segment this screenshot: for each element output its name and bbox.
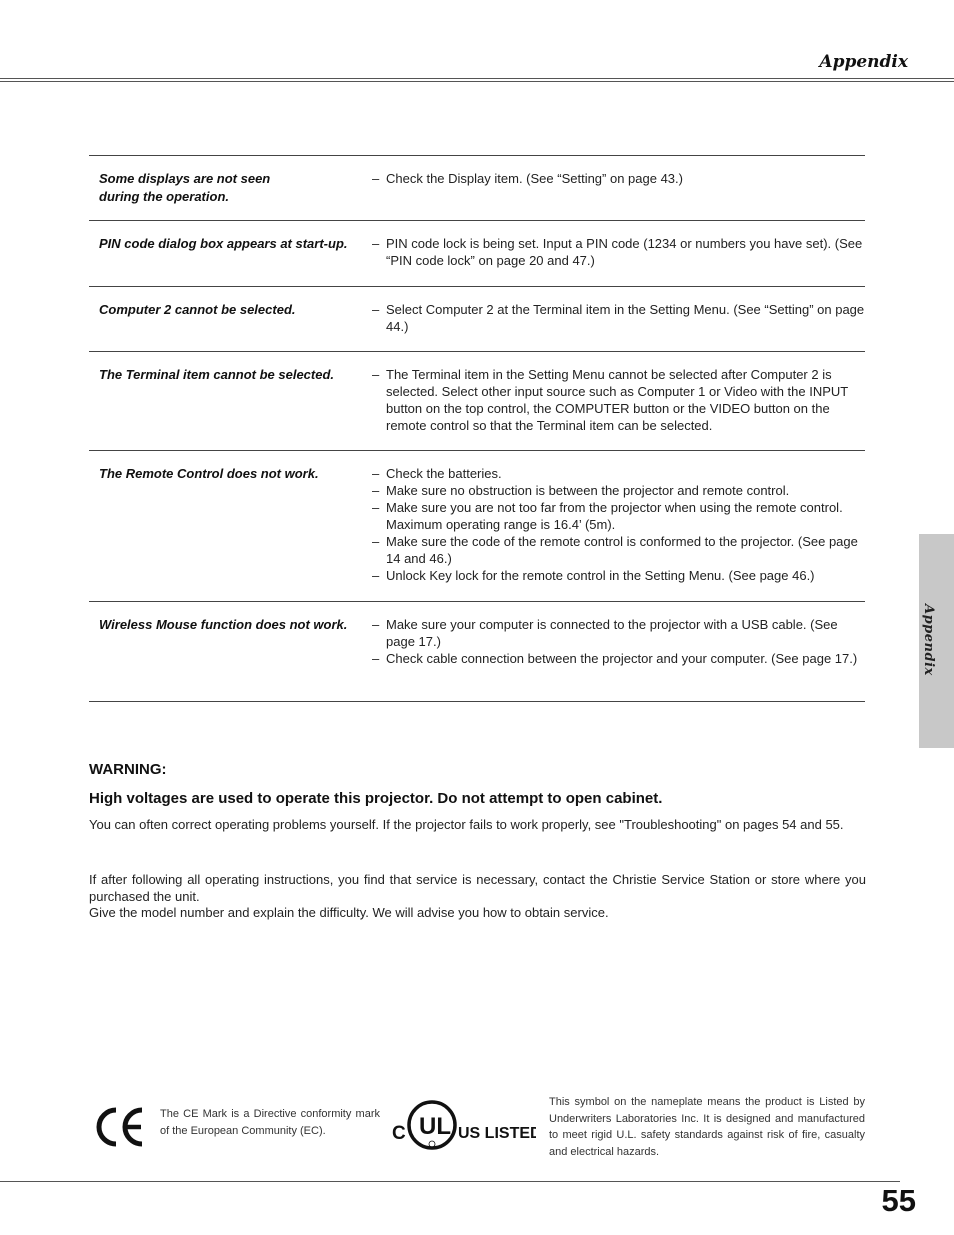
table-row bbox=[89, 155, 865, 220]
remedy-item: – The Terminal item in the Setting Menu cannot be selected after Computer 2 is selected. Select other input source such as Computer 1 or Video with the INPUT button on the top control, the COMPUTER button or the VIDEO button on the remote control so that the Terminal item can be selected. bbox=[372, 367, 848, 433]
ul-mark-text: This symbol on the nameplate means the product is Listed by Underwriters Laboratories Inc. It is designed and manufactured to meet rigid U.L. safety standards against risk of fire, casualty and electrical hazards. bbox=[549, 1096, 865, 1158]
problem-text: Computer 2 cannot be selected. bbox=[99, 302, 296, 317]
table-row bbox=[89, 450, 865, 601]
ul-logo-left-text: C bbox=[392, 1123, 406, 1144]
problem-text: The Remote Control does not work. bbox=[99, 466, 319, 481]
page-number: 55 bbox=[881, 1183, 916, 1218]
remedy-item: – Check the batteries. bbox=[372, 466, 502, 481]
footer-rule bbox=[0, 1181, 900, 1182]
header-rule bbox=[0, 78, 954, 79]
section-title: Appendix bbox=[819, 52, 908, 72]
side-tab-label: Appendix bbox=[921, 604, 936, 676]
remedy-item: – Make sure no obstruction is between the projector and remote control. bbox=[372, 483, 790, 498]
ul-listed-icon bbox=[391, 1096, 536, 1159]
warning-paragraph: You can often correct operating problems yourself. If the projector fails to work properly, see "Troubleshooting" on pages 54 and 55. bbox=[89, 817, 844, 832]
remedy-item: – PIN code lock is being set. Input a PIN code (1234 or numbers you have set). (See “PIN code lock” on page 20 and 47.) bbox=[372, 236, 863, 268]
table-row bbox=[89, 286, 865, 351]
header-rule-double bbox=[0, 81, 954, 82]
remedy-list bbox=[372, 301, 865, 335]
svg-text:UL: UL bbox=[419, 1113, 451, 1140]
warning-label: WARNING: bbox=[89, 761, 167, 778]
remedy-item: – Check the Display item. (See “Setting” on page 43.) bbox=[372, 171, 683, 186]
table-row bbox=[89, 220, 865, 286]
ul-logo-right-text: US LISTED bbox=[458, 1125, 536, 1142]
remedy-list bbox=[372, 170, 865, 187]
remedy-item: – Make sure you are not too far from the projector when using the remote control. Maximum operating range is 16.4’ (5m). bbox=[372, 500, 843, 532]
remedy-list bbox=[372, 366, 865, 434]
warning-paragraph: If after following all operating instructions, you find that service is necessary, contact the Christie Service Station or store where you purchased the unit. bbox=[89, 872, 866, 904]
ce-mark-icon bbox=[95, 1105, 147, 1154]
side-tab-appendix bbox=[919, 534, 954, 748]
remedy-list bbox=[372, 465, 865, 584]
problem-text: PIN code dialog box appears at start-up. bbox=[99, 236, 348, 251]
remedy-list bbox=[372, 616, 865, 667]
remedy-list bbox=[372, 235, 865, 269]
problem-text: The Terminal item cannot be selected. bbox=[99, 367, 335, 382]
ce-mark-text: The CE Mark is a Directive conformity mark of the European Community (EC). bbox=[160, 1108, 380, 1137]
table-row bbox=[89, 601, 865, 702]
troubleshooting-table bbox=[89, 155, 865, 702]
problem-text: Wireless Mouse function does not work. bbox=[99, 617, 348, 632]
remedy-item: – Unlock Key lock for the remote control in the Setting Menu. (See page 46.) bbox=[372, 568, 815, 583]
warning-headline: High voltages are used to operate this projector. Do not attempt to open cabinet. bbox=[89, 790, 663, 807]
warning-paragraph: Give the model number and explain the difficulty. We will advise you how to obtain service. bbox=[89, 905, 609, 920]
problem-text: Some displays are not seen during the operation. bbox=[99, 171, 271, 204]
remedy-item: – Make sure your computer is connected to the projector with a USB cable. (See page 17.) bbox=[372, 617, 838, 649]
remedy-item: – Make sure the code of the remote control is conformed to the projector. (See page 14 and 46.) bbox=[372, 534, 858, 566]
remedy-item: – Check cable connection between the projector and your computer. (See page 17.) bbox=[372, 651, 858, 666]
table-row bbox=[89, 351, 865, 450]
remedy-item: – Select Computer 2 at the Terminal item in the Setting Menu. (See “Setting” on page 44.) bbox=[372, 302, 865, 334]
